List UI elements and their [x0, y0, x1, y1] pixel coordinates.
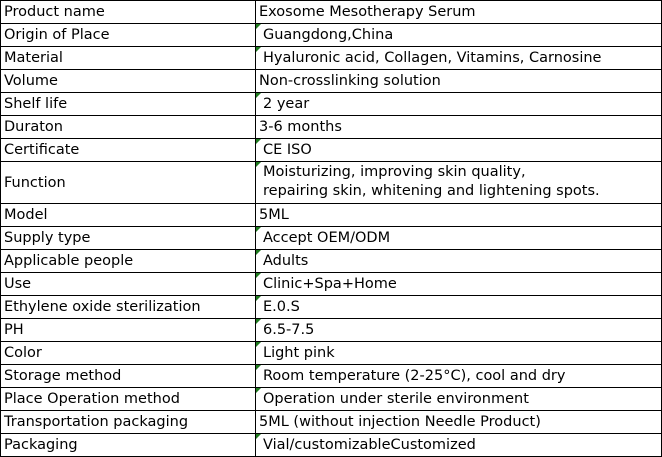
- row-value: Vial/customizableCustomized: [256, 434, 662, 457]
- table-row: [1, 296, 662, 319]
- row-label: Certificate: [1, 139, 256, 162]
- row-label: Packaging: [1, 434, 256, 457]
- table-row: [1, 434, 662, 457]
- row-label: Place Operation method: [1, 388, 256, 411]
- table-row: [1, 204, 662, 227]
- row-value: 6.5-7.5: [256, 319, 662, 342]
- row-label: Model: [1, 204, 256, 227]
- row-value: 5ML (without injection Needle Product): [256, 411, 662, 434]
- row-value: Guangdong,China: [256, 24, 662, 47]
- row-value: [256, 162, 662, 204]
- row-value: Exosome Mesotherapy Serum: [256, 1, 662, 24]
- row-value: Adults: [256, 250, 662, 273]
- table-row: [1, 411, 662, 434]
- row-value: Room temperature (2-25°C), cool and dry: [256, 365, 662, 388]
- table-row: [1, 47, 662, 70]
- row-value-line: Moisturizing, improving skin quality,: [263, 164, 526, 180]
- row-value: Light pink: [256, 342, 662, 365]
- row-label: Material: [1, 47, 256, 70]
- row-value: Hyaluronic acid, Collagen, Vitamins, Carnosine: [256, 47, 662, 70]
- row-label: Shelf life: [1, 93, 256, 116]
- table-row: [1, 1, 662, 24]
- table-row: [1, 24, 662, 47]
- table-row: [1, 365, 662, 388]
- row-label: Color: [1, 342, 256, 365]
- row-value: E.0.S: [256, 296, 662, 319]
- row-label: Function: [1, 162, 256, 204]
- row-label: Transportation packaging: [1, 411, 256, 434]
- row-label: PH: [1, 319, 256, 342]
- row-label: Ethylene oxide sterilization: [1, 296, 256, 319]
- table-row: [1, 227, 662, 250]
- row-value: Accept OEM/ODM: [256, 227, 662, 250]
- row-label: Supply type: [1, 227, 256, 250]
- table-row: [1, 342, 662, 365]
- table-row: [1, 93, 662, 116]
- table-row: [1, 319, 662, 342]
- row-value: 3-6 months: [256, 116, 662, 139]
- table-row: [1, 250, 662, 273]
- row-label: Volume: [1, 70, 256, 93]
- table-row: [1, 162, 662, 204]
- row-value-line: repairing skin, whitening and lightening spots.: [263, 183, 600, 199]
- row-value: Operation under sterile environment: [256, 388, 662, 411]
- row-label: Use: [1, 273, 256, 296]
- row-label: Applicable people: [1, 250, 256, 273]
- table-row: [1, 388, 662, 411]
- row-value: CE ISO: [256, 139, 662, 162]
- row-value: Clinic+Spa+Home: [256, 273, 662, 296]
- row-value: Non-crosslinking solution: [256, 70, 662, 93]
- row-label: Storage method: [1, 365, 256, 388]
- table-row: [1, 116, 662, 139]
- row-label: Origin of Place: [1, 24, 256, 47]
- row-value: 2 year: [256, 93, 662, 116]
- table-row: [1, 273, 662, 296]
- row-value: 5ML: [256, 204, 662, 227]
- row-label: Duraton: [1, 116, 256, 139]
- table-row: [1, 139, 662, 162]
- table-row: [1, 70, 662, 93]
- row-label: Product name: [1, 1, 256, 24]
